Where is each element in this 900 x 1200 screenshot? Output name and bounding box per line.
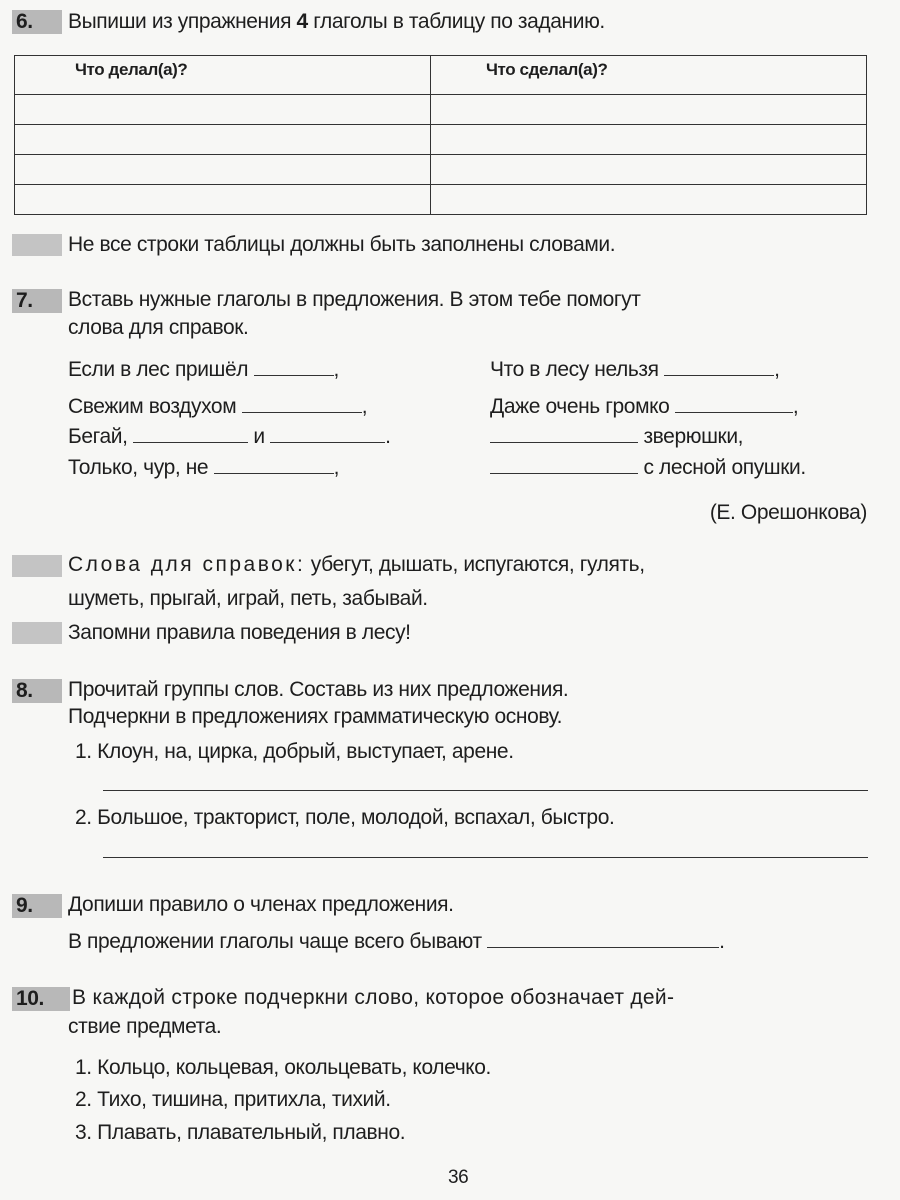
blank[interactable] xyxy=(270,424,385,443)
poem-line-2a: Свежим воздухом , xyxy=(68,395,368,418)
exercise-10-task-line2: ствие предмета. xyxy=(68,1015,222,1038)
exercise-8-task-line1: Прочитай группы слов. Составь из них предложения. xyxy=(68,678,569,701)
poem-line-1a: Если в лес пришёл , xyxy=(68,358,339,381)
poem-text: Даже очень громко xyxy=(490,395,670,418)
poem-author: (Е. Орешонкова) xyxy=(709,501,867,524)
exercise-9-number: 9. xyxy=(12,894,62,918)
poem-line-3a: Бегай, и . xyxy=(68,425,391,448)
blank[interactable] xyxy=(664,357,774,376)
poem-line-2b: Даже очень громко , xyxy=(490,395,799,418)
poem-text: Только, чур, не xyxy=(68,456,209,479)
poem-text: Свежим воздухом xyxy=(68,395,237,418)
exercise-9-rule: В предложении глаголы чаще всего бывают . xyxy=(68,930,725,953)
poem-text: Что в лесу нельзя xyxy=(490,358,659,381)
exercise-10-task-line1: В каждой строке подчеркни слово, которое обозначает дей- xyxy=(72,986,675,1009)
blank[interactable] xyxy=(214,455,334,474)
page-number: 36 xyxy=(448,1167,469,1188)
exercise-6-note: Не все строки таблицы должны быть заполнены словами. xyxy=(68,233,616,256)
hint-words: убегут, дышать, испугаются, гулять, xyxy=(305,553,645,576)
table-cell[interactable] xyxy=(15,185,431,215)
exercise-10-number: 10. xyxy=(12,987,70,1011)
poem-line-1b: Что в лесу нельзя , xyxy=(490,358,780,381)
blank[interactable] xyxy=(490,424,638,443)
table-cell[interactable] xyxy=(431,95,867,125)
exercise-8-number: 8. xyxy=(12,679,62,703)
answer-line[interactable] xyxy=(103,857,868,858)
table-header-perfective: Что сделал(а)? xyxy=(431,56,867,95)
task-bold-number: 4 xyxy=(296,10,308,33)
exercise-10-item: 2. Тихо, тишина, притихла, тихий. xyxy=(75,1088,391,1111)
exercise-7-number: 7. xyxy=(12,289,62,313)
table-cell[interactable] xyxy=(431,185,867,215)
hint-line-1 xyxy=(68,552,645,578)
exercise-6-number: 6. xyxy=(12,10,62,34)
poem-text: с лесной опушки. xyxy=(643,456,806,479)
blank[interactable] xyxy=(242,394,362,413)
poem-line-4a: Только, чур, не , xyxy=(68,456,340,479)
blank[interactable] xyxy=(490,455,638,474)
table-row xyxy=(15,185,867,215)
poem-line-4b xyxy=(490,455,806,481)
blank[interactable] xyxy=(133,424,248,443)
poem-line-3b xyxy=(490,424,743,450)
hint-label: Слова для справок: xyxy=(68,553,306,576)
task-text: глаголы в таблицу по заданию. xyxy=(307,10,605,33)
rule-text: В предложении глаголы чаще всего бывают xyxy=(68,930,482,953)
exercise-8-item-2: 2. Большое, тракторист, поле, молодой, вспахал, быстро. xyxy=(75,806,615,829)
task-text: Выпиши из упражнения xyxy=(68,10,297,33)
poem-text: зверюшки, xyxy=(643,425,744,448)
table-row xyxy=(15,155,867,185)
table-row xyxy=(15,125,867,155)
table-cell[interactable] xyxy=(15,155,431,185)
exercise-7-task-line1: Вставь нужные глаголы в предложения. В этом тебе помогут xyxy=(68,288,641,311)
exercise-9-task: Допиши правило о членах предложения. xyxy=(68,893,454,916)
poem-text: и xyxy=(253,425,265,448)
table-cell[interactable] xyxy=(431,155,867,185)
poem-text: Бегай, xyxy=(68,425,128,448)
table-cell[interactable] xyxy=(431,125,867,155)
exercise-8-task-line2: Подчеркни в предложениях грамматическую основу. xyxy=(68,705,563,728)
answer-line[interactable] xyxy=(103,790,868,791)
remember-note: Запомни правила поведения в лесу! xyxy=(68,621,411,644)
hint-line-2: шуметь, прыгай, играй, петь, забывай. xyxy=(68,587,428,610)
table-row xyxy=(15,95,867,125)
blank[interactable] xyxy=(675,394,793,413)
blank[interactable] xyxy=(254,357,334,376)
blank[interactable] xyxy=(487,929,719,948)
exercise-8-item-1: 1. Клоун, на, цирка, добрый, выступает, арене. xyxy=(75,740,514,763)
note-marker xyxy=(12,234,62,256)
exercise-10-item: 3. Плавать, плавательный, плавно. xyxy=(75,1121,406,1144)
remember-marker xyxy=(12,622,62,644)
hint-marker xyxy=(12,555,62,577)
exercise-10-item: 1. Кольцо, кольцевая, окольцевать, колечко. xyxy=(75,1056,491,1079)
table-cell[interactable] xyxy=(15,95,431,125)
exercise-7-task-line2: слова для справок. xyxy=(68,316,249,339)
exercise-6-task xyxy=(68,9,605,35)
table-cell[interactable] xyxy=(15,125,431,155)
table-header-imperfective: Что делал(а)? xyxy=(15,56,431,95)
poem-text: Если в лес пришёл xyxy=(68,358,249,381)
verbs-table xyxy=(14,55,867,215)
